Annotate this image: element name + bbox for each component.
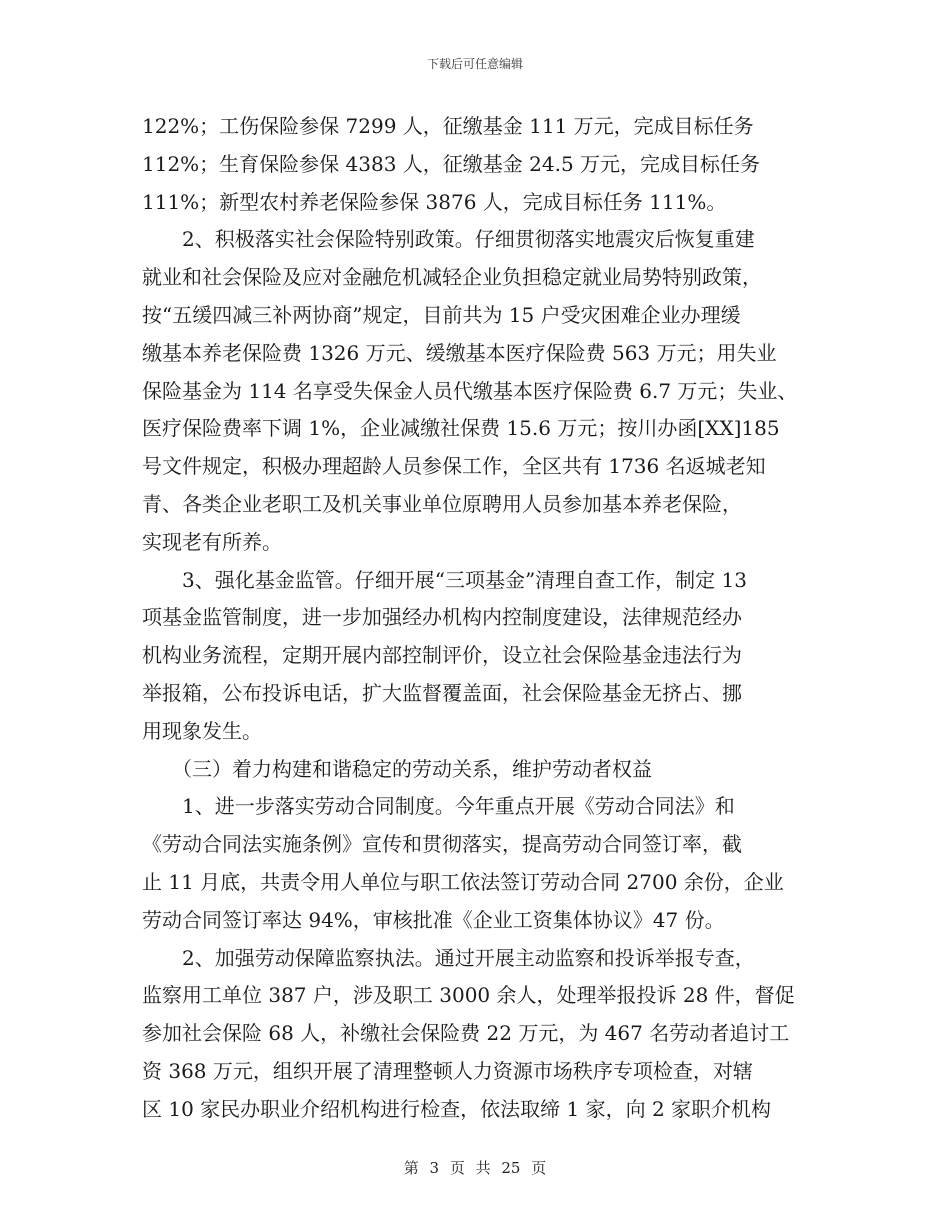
text-line: 实现老有所养。 <box>142 529 282 554</box>
text-line: 2、积极落实社会保险特别政策。仔细贯彻落实地震灾后恢复重建 <box>142 227 755 252</box>
text-line: 1、进一步落实劳动合同制度。今年重点开展《劳动合同法》和 <box>142 794 735 819</box>
page-header: 下载后可任意编辑 <box>426 57 523 71</box>
text-line: 机构业务流程，定期开展内部控制评价，设立社会保险基金违法行为 <box>142 643 742 668</box>
text-line: 止 11 月底，共责令用人单位与职工依法签订劳动合同 2700 余份，企业 <box>142 869 784 894</box>
text-line: 保险基金为 114 名享受失保金人员代缴基本医疗保险费 6.7 万元；失业、 <box>142 378 798 403</box>
text-line: 青、各类企业老职工及机关事业单位原聘用人员参加基本养老保险， <box>142 491 742 516</box>
text-line: 劳动合同签订率达 94%，审核批准《企业工资集体协议》47 份。 <box>142 907 725 932</box>
document-body <box>142 108 822 1129</box>
text-line: 资 368 万元，组织开展了清理整顿人力资源市场秩序专项检查，对辖 <box>142 1058 753 1083</box>
text-line: 参加社会保险 68 人，补缴社会保险费 22 万元，为 467 名劳动者追讨工 <box>142 1021 790 1046</box>
text-line: 就业和社会保险及应对金融危机减轻企业负担稳定就业局势特别政策， <box>142 265 762 290</box>
text-line: 医疗保险费率下调 1%，企业减缴社保费 15.6 万元；按川办函[XX]185 <box>142 416 780 441</box>
text-line: 122%；工伤保险参保 7299 人，征缴基金 111 万元，完成目标任务 <box>142 114 754 138</box>
text-line: 按“五缓四减三补两协商”规定，目前共为 15 户受灾困难企业办理缓 <box>142 302 741 327</box>
section-heading: （三）着力构建和谐稳定的劳动关系，维护劳动者权益 <box>142 756 652 781</box>
text-line: 《劳动合同法实施条例》宣传和贯彻落实，提高劳动合同签订率，截 <box>142 832 742 857</box>
text-line: 区 10 家民办职业介绍机构进行检查，依法取缔 1 家，向 2 家职介机构 <box>142 1096 772 1121</box>
text-line: 112%；生育保险参保 4383 人，征缴基金 24.5 万元，完成目标任务 <box>142 151 761 176</box>
page-footer: 第 3 页 共 25 页 <box>403 1159 547 1177</box>
text-line: 举报箱，公布投诉电话，扩大监督覆盖面，社会保险基金无挤占、挪 <box>142 680 742 705</box>
text-line: 缴基本养老保险费 1326 万元、缓缴基本医疗保险费 563 万元；用失业 <box>142 340 777 365</box>
text-line: 监察用工单位 387 户，涉及职工 3000 余人，处理举报投诉 28 件，督促 <box>142 983 795 1008</box>
text-line: 项基金监管制度，进一步加强经办机构内控制度建设，法律规范经办 <box>142 605 742 630</box>
text-line: 111%；新型农村养老保险参保 3876 人，完成目标任务 111%。 <box>142 189 727 214</box>
text-line: 2、加强劳动保障监察执法。通过开展主动监察和投诉举报专查， <box>142 945 755 970</box>
text-line: 用现象发生。 <box>142 718 262 743</box>
text-line: 3、强化基金监管。仔细开展“三项基金”清理自查工作，制定 13 <box>142 567 747 592</box>
text-line: 号文件规定，积极办理超龄人员参保工作，全区共有 1736 名返城老知 <box>142 454 766 479</box>
